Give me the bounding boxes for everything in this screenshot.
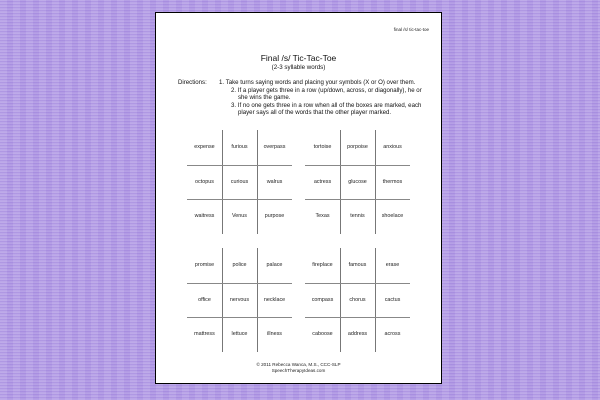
board-cell[interactable]: waitress <box>194 213 215 219</box>
directions-label: Directions: <box>178 79 207 86</box>
board-cell[interactable]: tortoise <box>313 144 332 150</box>
directions-list <box>212 79 422 117</box>
direction-item: 2. If a player gets three in a row (up/down, across, or diagonally), he or she wins the game. <box>231 86 422 102</box>
direction-item: 3. If no one gets three in a row when all of the boxes are marked, each player says all of the words that the other player marked. <box>231 101 422 117</box>
board-cell[interactable]: caboose <box>312 331 333 337</box>
board-cell[interactable]: glucose <box>348 179 367 185</box>
board-cell[interactable]: porpoise <box>347 144 368 150</box>
footer <box>156 362 441 374</box>
board-cell[interactable]: cactus <box>384 297 401 303</box>
direction-item: 1. Take turns saying words and placing your symbols (X or O) over them. <box>219 79 416 86</box>
board-cell[interactable]: erase <box>385 262 400 268</box>
board-cell[interactable]: office <box>198 297 211 303</box>
tic-tac-toe-board-3 <box>187 248 292 352</box>
board-cell[interactable]: tennis <box>350 213 365 219</box>
board-cell[interactable]: chorus <box>349 297 366 303</box>
tic-tac-toe-board-4 <box>305 248 410 352</box>
board-cell[interactable]: address <box>347 331 368 337</box>
tic-tac-toe-board-2 <box>305 130 410 234</box>
header-tag: final /s/ tic-tac-toe <box>393 27 429 32</box>
board-cell[interactable]: nervous <box>229 297 250 303</box>
board-cell[interactable]: actress <box>313 179 332 185</box>
board-cell[interactable]: palace <box>266 262 283 268</box>
board-cell[interactable]: walrus <box>266 179 283 185</box>
copyright-text: © 2011 Rebecca Wanca, M.S., CCC-SLP <box>256 362 341 367</box>
board-cell[interactable]: fireplace <box>312 262 333 268</box>
board-cell[interactable]: Texas <box>315 213 330 219</box>
board-cell[interactable]: across <box>384 331 401 337</box>
tic-tac-toe-board-1 <box>187 130 292 234</box>
worksheet-page <box>155 12 442 384</box>
worksheet-title: Final /s/ Tic-Tac-Toe <box>260 53 337 63</box>
board-cell[interactable]: compass <box>311 297 334 303</box>
board-cell[interactable]: lettuce <box>231 331 248 337</box>
website-text: SpeechTherapyIdeas.com <box>271 368 326 373</box>
board-cell[interactable]: promise <box>194 262 215 268</box>
board-cell[interactable]: furious <box>231 144 248 150</box>
worksheet-subtitle: (2-3 syllable words) <box>271 64 326 71</box>
board-cell[interactable]: overpass <box>263 144 286 150</box>
board-cell[interactable]: curious <box>230 179 249 185</box>
board-cell[interactable]: purpose <box>264 213 285 219</box>
board-cell[interactable]: necklace <box>263 297 286 303</box>
board-cell[interactable]: anxious <box>383 144 402 150</box>
board-cell[interactable]: expense <box>194 144 215 150</box>
board-cell[interactable]: Venus <box>232 213 247 219</box>
board-cell[interactable]: octopus <box>195 179 214 185</box>
board-cell[interactable]: thermos <box>382 179 403 185</box>
board-cell[interactable]: famous <box>348 262 367 268</box>
board-cell[interactable]: police <box>232 262 247 268</box>
board-cell[interactable]: shoelace <box>381 213 404 219</box>
board-cell[interactable]: illness <box>267 331 282 337</box>
board-cell[interactable]: mattress <box>194 331 215 337</box>
